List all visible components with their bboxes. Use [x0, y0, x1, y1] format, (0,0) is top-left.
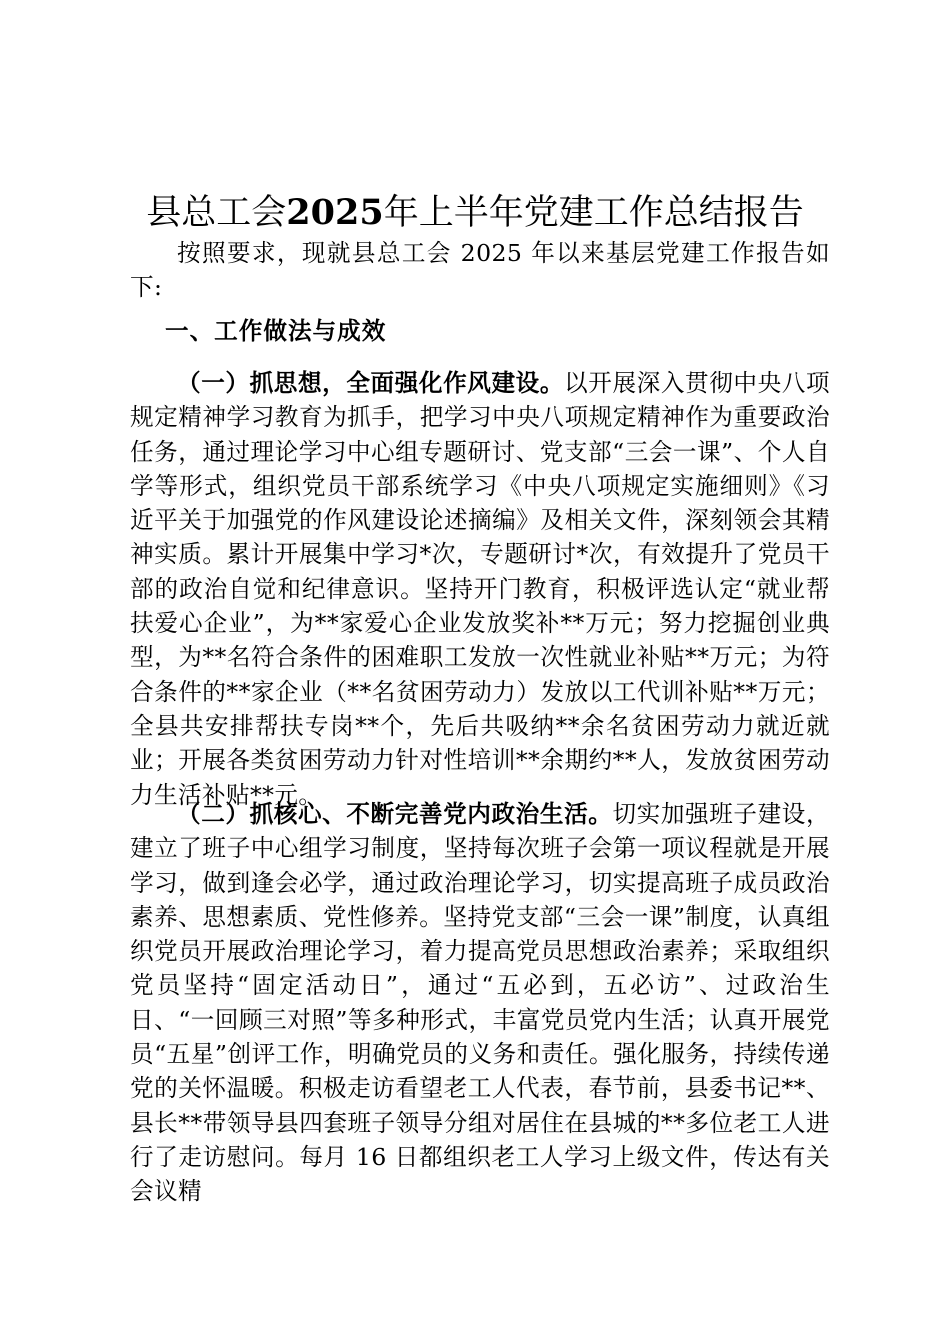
section-2-lead: （二）抓核心、不断完善党内政治生活。: [177, 800, 613, 828]
intro-paragraph: 按照要求，现就县总工会 2025 年以来基层党建工作报告如下:: [130, 239, 830, 302]
title-suffix: 年上半年党建工作总结报告: [383, 193, 804, 234]
title-prefix: 县总工会: [146, 193, 287, 234]
section-1-paragraph: [130, 366, 830, 812]
document-title: [0, 191, 950, 235]
section-2-paragraph: [130, 797, 830, 1209]
section-2-body: 切实加强班子建设，建立了班子中心组学习制度，坚持每次班子会第一项议程就是开展学习，做到逢会必学，通过政治理论学习，切实提高班子成员政治素养、思想素质、党性修养。坚持党支部“三会一课”制度，认真组织党员开展政治理论学习，着力提高党员思想政治素养；采取组织党员坚持“固定活动日”，通过“五必到，五必访”、过政治生日、“一回顾三对照”等多种形式，丰富党员党内生活；认真开展党员“五星”创评工作，明确党员的义务和责任。强化服务，持续传递党的关怀温暖。积极走访看望老工人代表，春节前，县委书记**、县长**带领导县四套班子领导分组对居住在县城的**多位老工人进行了走访慰问。每月 16 日都组织老工人学习上级文件，传达有关会议精: [130, 800, 830, 1206]
section-heading: 一、工作做法与成效: [165, 317, 387, 345]
title-year: 2025: [286, 192, 384, 234]
section-1-body: 以开展深入贯彻中央八项规定精神学习教育为抓手，把学习中央八项规定精神作为重要政治任务，通过理论学习中心组专题研讨、党支部“三会一课”、个人自学等形式，组织党员干部系统学习《中央八项规定实施细则》《习近平关于加强党的作风建设论述摘编》及相关文件，深刻领会其精神实质。累计开展集中学习*次，专题研讨*次，有效提升了党员干部的政治自觉和纪律意识。坚持开门教育，积极评选认定“就业帮扶爱心企业”，为**家爱心企业发放奖补**万元；努力挖掘创业典型，为**名符合条件的困难职工发放一次性就业补贴**万元；为符合条件的**家企业（**名贫困劳动力）发放以工代训补贴**万元；全县共安排帮扶专岗**个，先后共吸纳**余名贫困劳动力就近就业；开展各类贫困劳动力针对性培训**余期约**人，发放贫困劳动力生活补贴**元。: [130, 369, 830, 809]
section-1-lead: （一）抓思想，全面强化作风建设。: [177, 369, 565, 397]
